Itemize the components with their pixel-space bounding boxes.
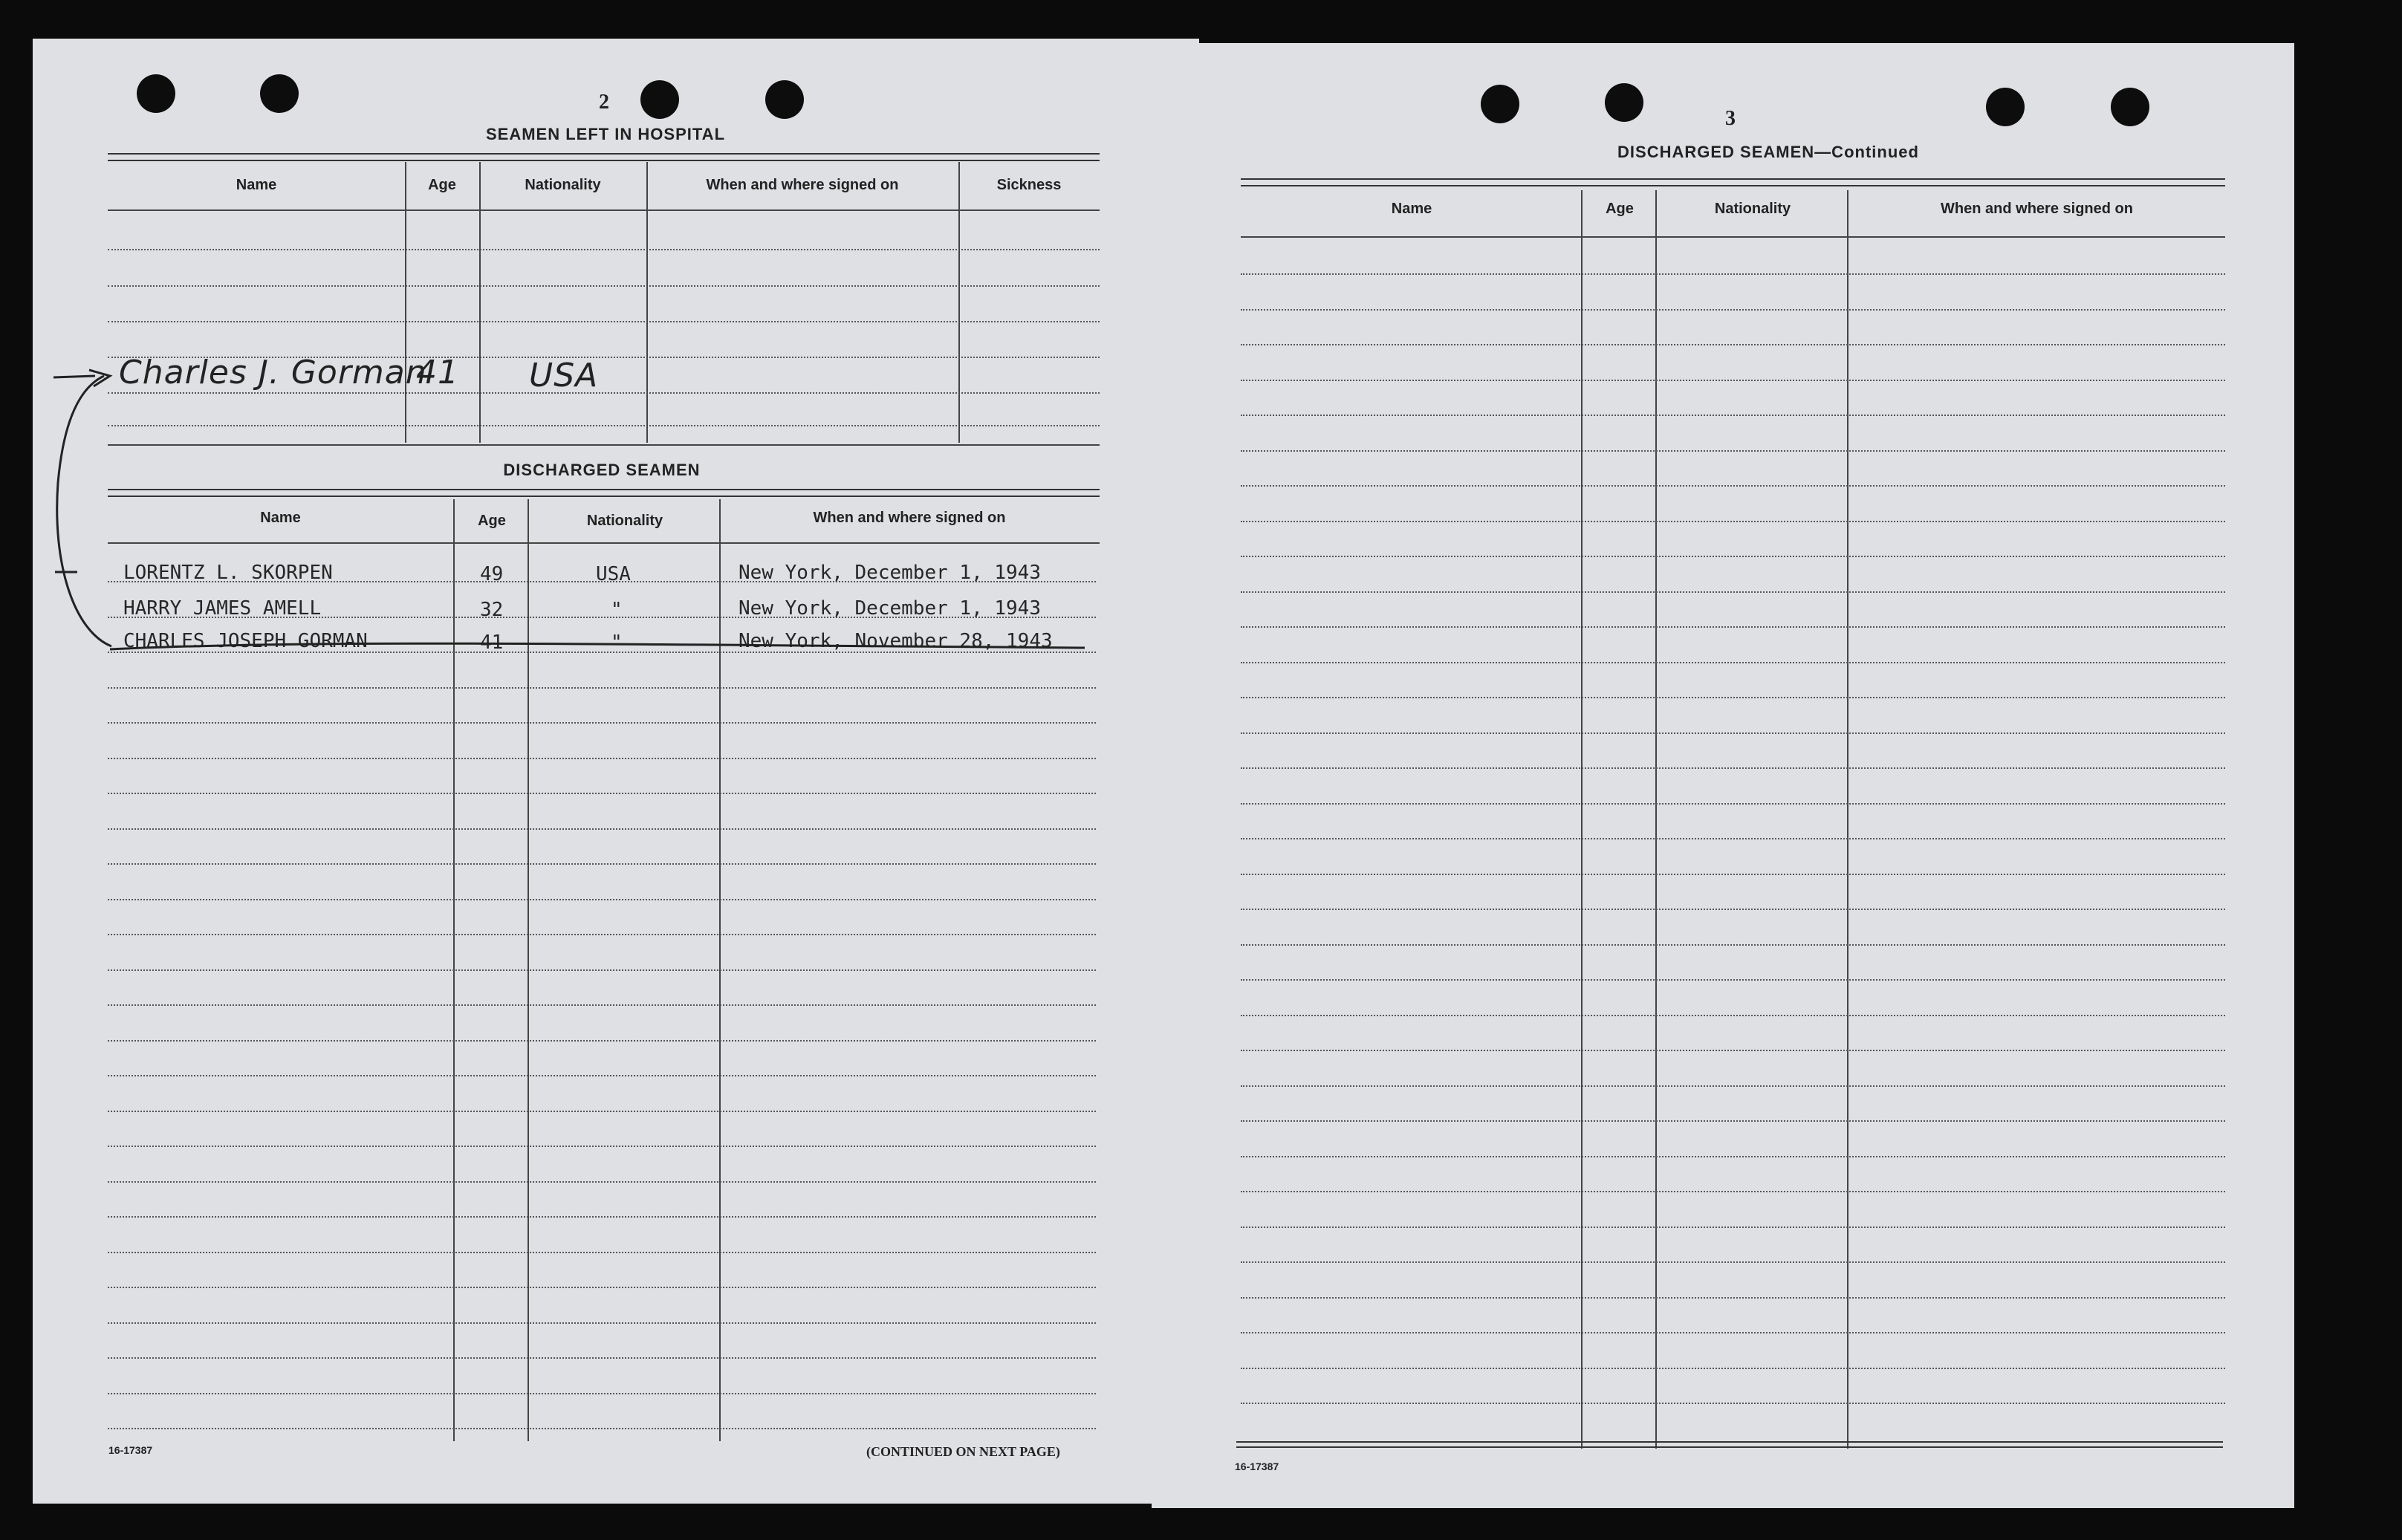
col-header-signed-on: When and where signed on — [1941, 201, 2133, 217]
row-2-signed-on: New York, December 1, 1943 — [739, 597, 1041, 620]
row-3-signed-on: New York, November 28, 1943 — [739, 630, 1053, 652]
table-rule — [1241, 732, 2225, 734]
col-header-name: Name — [1391, 201, 1432, 217]
hand-arrow-tick — [53, 376, 95, 377]
col-header-name: Name — [236, 177, 277, 193]
table-rule — [1241, 450, 2225, 452]
row-2-age: 32 — [480, 599, 504, 621]
col-header-name: Name — [260, 510, 301, 526]
table-rule — [1241, 662, 2225, 663]
table-rule — [1241, 626, 2225, 628]
section-title-hospital: SEAMEN LEFT IN HOSPITAL — [485, 125, 726, 143]
row-1-nationality: USA — [596, 563, 631, 585]
table-rule — [1241, 874, 2225, 875]
rule — [1241, 178, 2225, 186]
col-header-sickness: Sickness — [996, 177, 1062, 193]
col-header-signed-on: When and where signed on — [813, 510, 1006, 526]
table-rule — [1241, 521, 2225, 522]
form-number: 16-17387 — [108, 1444, 153, 1456]
col-header-nationality: Nationality — [586, 513, 663, 529]
continued-note: (CONTINUED ON NEXT PAGE) — [866, 1444, 1060, 1459]
table-rule — [1241, 1227, 2225, 1228]
table-rule — [1241, 1191, 2225, 1192]
row-3-nationality: " — [611, 631, 623, 654]
table-rule — [1241, 767, 2225, 769]
row-2-name: HARRY JAMES AMELL — [123, 597, 322, 620]
col-header-age: Age — [1606, 201, 1634, 217]
col-header-age: Age — [478, 513, 506, 529]
rule — [1236, 1441, 2223, 1448]
hand-arrow — [57, 376, 111, 646]
row-3-age: 41 — [480, 631, 504, 654]
table-rule — [1241, 1403, 2225, 1404]
table-rule — [1241, 1368, 2225, 1369]
form-number: 16-17387 — [1235, 1461, 1279, 1472]
row-1-age: 49 — [480, 563, 504, 585]
section-title-discharged-continued: DISCHARGED SEAMEN—Continued — [1617, 143, 1919, 161]
col-header-age: Age — [428, 177, 456, 193]
strikethrough-line — [110, 643, 1085, 649]
row-1-signed-on: New York, December 1, 1943 — [739, 562, 1041, 584]
col-header-signed-on: When and where signed on — [706, 177, 899, 193]
table-rule — [1241, 1050, 2225, 1051]
handwritten-nationality: USA — [529, 357, 599, 394]
table-rule — [1241, 380, 2225, 381]
col-header-nationality: Nationality — [525, 177, 601, 193]
handwritten-name: Charles J. Gorman — [119, 354, 427, 392]
table-rule — [1241, 803, 2225, 805]
table-rule — [1241, 1332, 2225, 1333]
table-rule — [1241, 1120, 2225, 1122]
rule — [1241, 236, 2225, 238]
table-rule — [1241, 415, 2225, 416]
table-rule — [1241, 591, 2225, 593]
table-rule — [1241, 1261, 2225, 1263]
table-rule — [1241, 344, 2225, 345]
table-rule — [1241, 909, 2225, 910]
table-rule — [1241, 979, 2225, 981]
table-rule — [1241, 309, 2225, 311]
table-rule — [1241, 1156, 2225, 1157]
row-3-name: CHARLES JOSEPH GORMAN — [123, 630, 368, 652]
table-rule — [1241, 485, 2225, 487]
row-2-nationality: " — [611, 599, 623, 621]
table-rule — [1241, 273, 2225, 275]
col-header-nationality: Nationality — [1714, 201, 1791, 217]
page-number: 2 — [599, 91, 609, 114]
table-rule — [1241, 838, 2225, 839]
table-rule — [1241, 1015, 2225, 1016]
table-rule — [1241, 1297, 2225, 1299]
handwritten-age: 41 — [416, 354, 459, 392]
table-rule — [1241, 556, 2225, 557]
section-title-discharged: DISCHARGED SEAMEN — [503, 461, 701, 479]
table-rule — [1241, 944, 2225, 946]
row-1-name: LORENTZ L. SKORPEN — [123, 562, 333, 584]
table-rule — [1241, 1085, 2225, 1087]
table-rule — [1241, 697, 2225, 698]
page-number: 3 — [1725, 107, 1736, 130]
